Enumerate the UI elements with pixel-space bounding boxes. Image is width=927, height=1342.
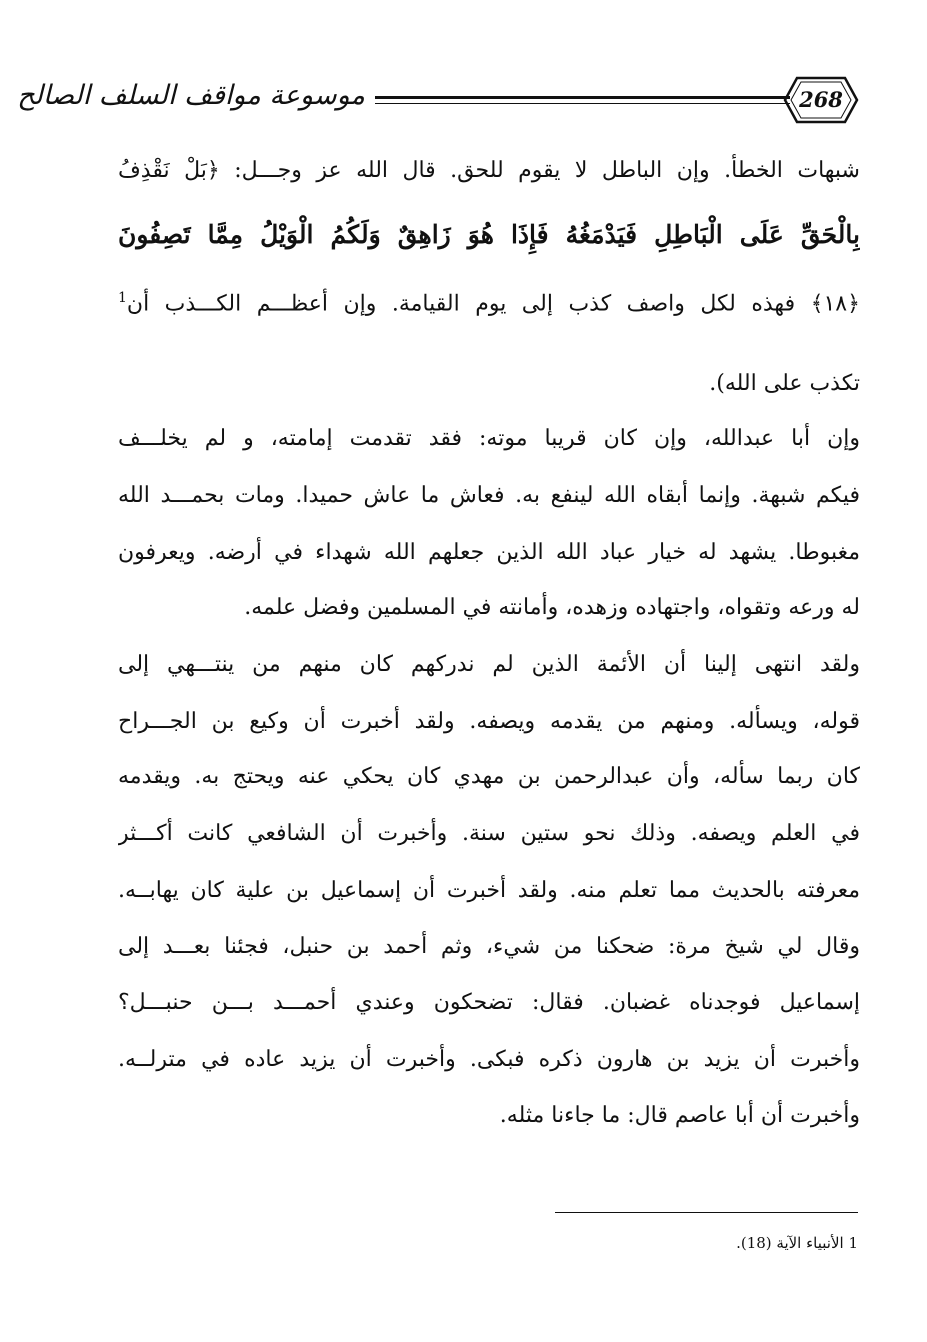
text-line: كان ربما سأله، وأن عبدالرحمن بن مهدي كان يحكي عنه ويحتج به. ويقدمه xyxy=(118,764,860,789)
text-line: إسماعيل فوجدناه غضبان. فقال: تضحكون وعندي أحمـــد بـــن حنبـــل؟ xyxy=(118,990,860,1015)
header-rule xyxy=(375,96,790,99)
book-title: موسوعة مواقف السلف الصالح xyxy=(17,80,365,111)
paragraph-start-line: ولقد انتهى إلينا أن الأئمة الذين لم ندركهم كان منهم من ينتـــهي إلى xyxy=(118,652,860,677)
page-number-badge xyxy=(783,74,859,126)
text-line: مغبوطا. يشهد له خيار عباد الله الذين جعلهم الله شهداء في أرضه. ويعرفون xyxy=(118,540,860,565)
text-line xyxy=(118,270,860,327)
text-line: فيكم شبهة. وإنما أبقاه الله لينفع به. فعاش ما عاش حميدا. ومات بحمـــد الله xyxy=(118,483,860,508)
footnote-marker: 1 xyxy=(118,290,127,306)
header-rule-thin xyxy=(375,103,790,104)
text-line: وأخبرت أن أبا عاصم قال: ما جاءنا مثله. xyxy=(499,1103,860,1128)
text-line: في العلم ويصفه. وذلك نحو ستين سنة. وأخبرت أن الشافعي كانت أكـــثر xyxy=(118,821,860,846)
text-line: وأخبرت أن يزيد بن هارون ذكره فبكى. وأخبرت أن يزيد عاده في مترلــه. xyxy=(118,1047,860,1072)
quran-verse-line: بِالْحَقِّ عَلَى الْبَاطِلِ فَيَدْمَغُهُ فَإِذَا هُوَ زَاهِقٌ وَلَكُمُ الْوَيْلُ مِمَّا تَصِفُونَ xyxy=(118,220,860,249)
footnote-divider xyxy=(555,1212,858,1213)
footnote-text: 1 الأنبياء الآية (18). xyxy=(736,1234,858,1252)
paragraph-start-line: وإن أبا عبدالله، وإن كان قريبا موته: فقد تقدمت إمامته، و لم يخلـــف xyxy=(118,426,860,451)
text-line: تكذب على الله). xyxy=(709,371,860,396)
page-header xyxy=(17,72,855,128)
text-line: له ورعه وتقواه، واجتهاده وزهده، وأمانته في المسلمين وفضل علمه. xyxy=(244,595,860,620)
text-line: وقال لي شيخ مرة: ضحكنا من شيء، وثم أحمد بن حنبل، فجئنا بعـــد إلى xyxy=(118,934,860,959)
text-line: شبهات الخطأ. وإن الباطل لا يقوم للحق. قال الله عز وجـــل: ﴿بَلْ نَقْذِفُ xyxy=(118,158,860,183)
verse-end-text: ﴿١٨﴾ فهذه لكل واصف كذب إلى يوم القيامة. وإن أعظـــم الكـــذب أن xyxy=(126,291,860,317)
text-line: قوله، ويسأله. ومنهم من يقدمه ويصفه. ولقد أخبرت أن وكيع بن الجـــراح xyxy=(118,709,860,734)
text-line: معرفته بالحديث مما تعلم منه. ولقد أخبرت أن إسماعيل بن علية كان يهابــه. xyxy=(118,878,860,903)
page-number: 268 xyxy=(799,87,843,112)
